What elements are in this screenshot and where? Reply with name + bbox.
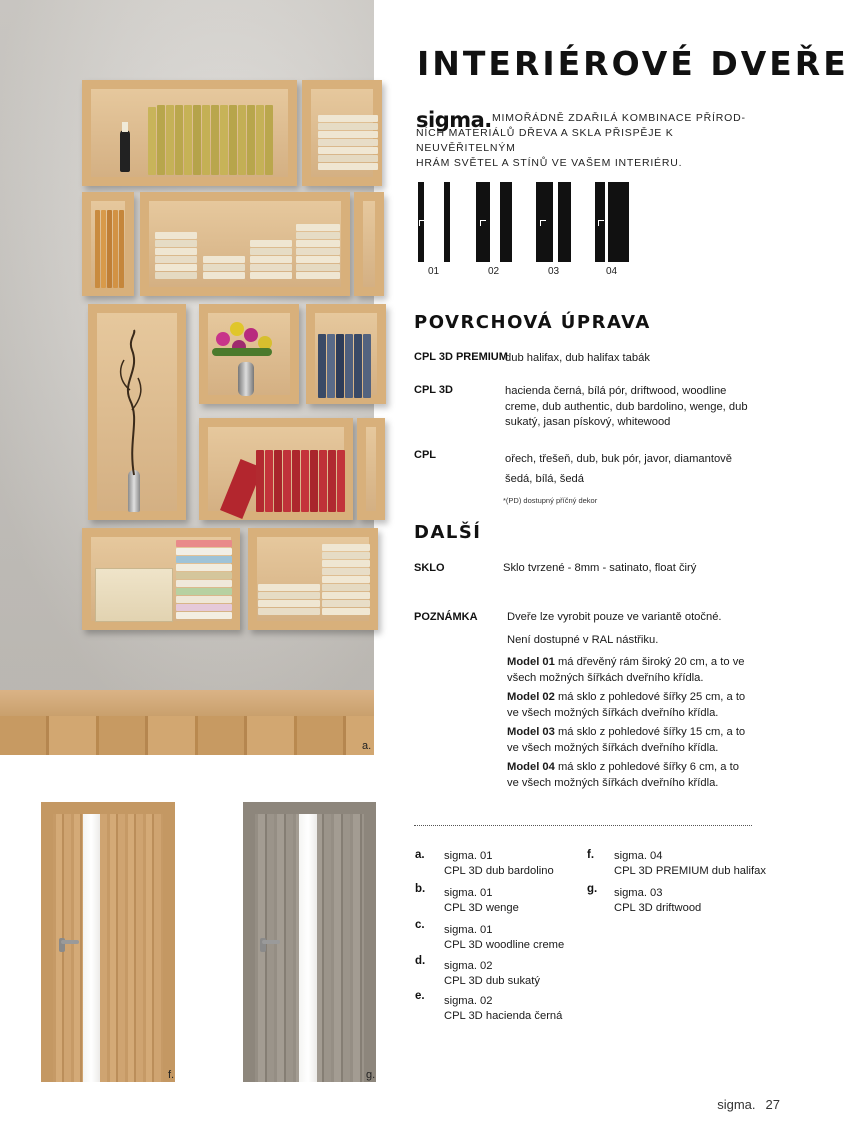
caption-text: sigma. 01 CPL 3D woodline creme [444,924,565,951]
page-title: INTERIÉROVÉ DVEŘE [417,44,849,83]
note-term: POZNÁMKA [414,611,478,623]
interior-photo-shelves [0,0,374,755]
note-list [507,610,753,795]
model-04-diagram [595,182,629,262]
divider [414,825,752,826]
photo-label-g: g. [366,1069,376,1081]
glass-desc: Sklo tvrzené - 8mm - satinato, float čirý [503,562,697,574]
caption-letter: b. [415,883,426,895]
surface-desc: hacienda černá, bílá pór, driftwood, woodline creme, dub authentic, dub bardolino, wenge, dub sukatý, jasan pískový, whitewood [505,385,748,428]
section-heading-surface: POVRCHOVÁ ÚPRAVA [414,312,651,333]
surface-desc: ořech, třešeň, dub, buk pór, javor, diamantově šedá, bílá, šedá [505,453,732,485]
model-note: Model 03 má sklo z pohledové šířky 15 cm, a to ve všech možných šířkách dveřního křídla. [507,726,746,754]
section-heading-other: DALŠÍ [414,522,482,543]
caption-text: sigma. 01 CPL 3D dub bardolino [444,850,554,877]
page-number: 27 [765,1097,780,1112]
intro-text: MIMOŘÁDNĚ ZDAŘILÁ KOMBINACE PŘÍROD- NÍCH MATERIÁLŮ DŘEVA A SKLA PŘISPĚJE K NEUVĚŘITELNÝM HRÁM SVĚTEL A STÍNŮ VE VAŠEM INTERIÉRU. [416,112,746,169]
model-label: 01 [428,266,440,277]
note-line: Dveře lze vyrobit pouze ve variantě otočné. [507,611,722,623]
caption-text: sigma. 04 CPL 3D PREMIUM dub halifax [614,850,766,877]
page-footer [717,1097,780,1112]
model-label: 04 [606,266,618,277]
photo-label-f: f. [168,1069,175,1081]
model-note: Model 02 má sklo z pohledové šířky 25 cm, a to ve všech možných šířkách dveřního křídla. [507,691,746,719]
surface-footnote: *(PD) dostupný příčný dekor [503,496,598,505]
door-photo-g [243,802,376,1082]
caption-text: sigma. 03 CPL 3D driftwood [614,887,702,914]
surface-term: CPL 3D PREMIUM [414,351,508,363]
model-03-diagram [536,182,572,262]
caption-text: sigma. 02 CPL 3D dub sukatý [444,960,540,987]
caption-text: sigma. 02 CPL 3D hacienda černá [444,995,563,1022]
caption-text: sigma. 01 CPL 3D wenge [444,887,519,914]
note-line: Není dostupné v RAL nástřiku. [507,633,659,646]
caption-letter: f. [587,849,595,861]
surface-term: CPL [414,449,436,461]
footer-brand: sigma. [717,1097,756,1112]
model-label: 02 [488,266,500,277]
caption-letter: c. [415,919,425,931]
door-photo-f [41,802,175,1082]
photo-label-a: a. [362,740,372,752]
caption-letter: g. [587,883,598,895]
glass-term: SKLO [414,562,445,574]
surface-desc: dub halifax, dub halifax tabák [505,352,650,364]
model-note: Model 01 má dřevěný rám široký 20 cm, a to ve všech možných šířkách dveřního křídla. [507,656,745,684]
brand-name: sigma. [416,108,492,132]
model-note: Model 04 má sklo z pohledové šířky 6 cm, a to ve všech možných šířkách dveřního křídla. [507,761,739,789]
model-01-diagram [418,182,454,262]
surface-term: CPL 3D [414,384,453,396]
caption-letter: d. [415,955,426,967]
model-label: 03 [548,266,560,277]
caption-letter: e. [415,990,425,1002]
model-02-diagram [476,182,512,262]
caption-letter: a. [415,849,425,861]
